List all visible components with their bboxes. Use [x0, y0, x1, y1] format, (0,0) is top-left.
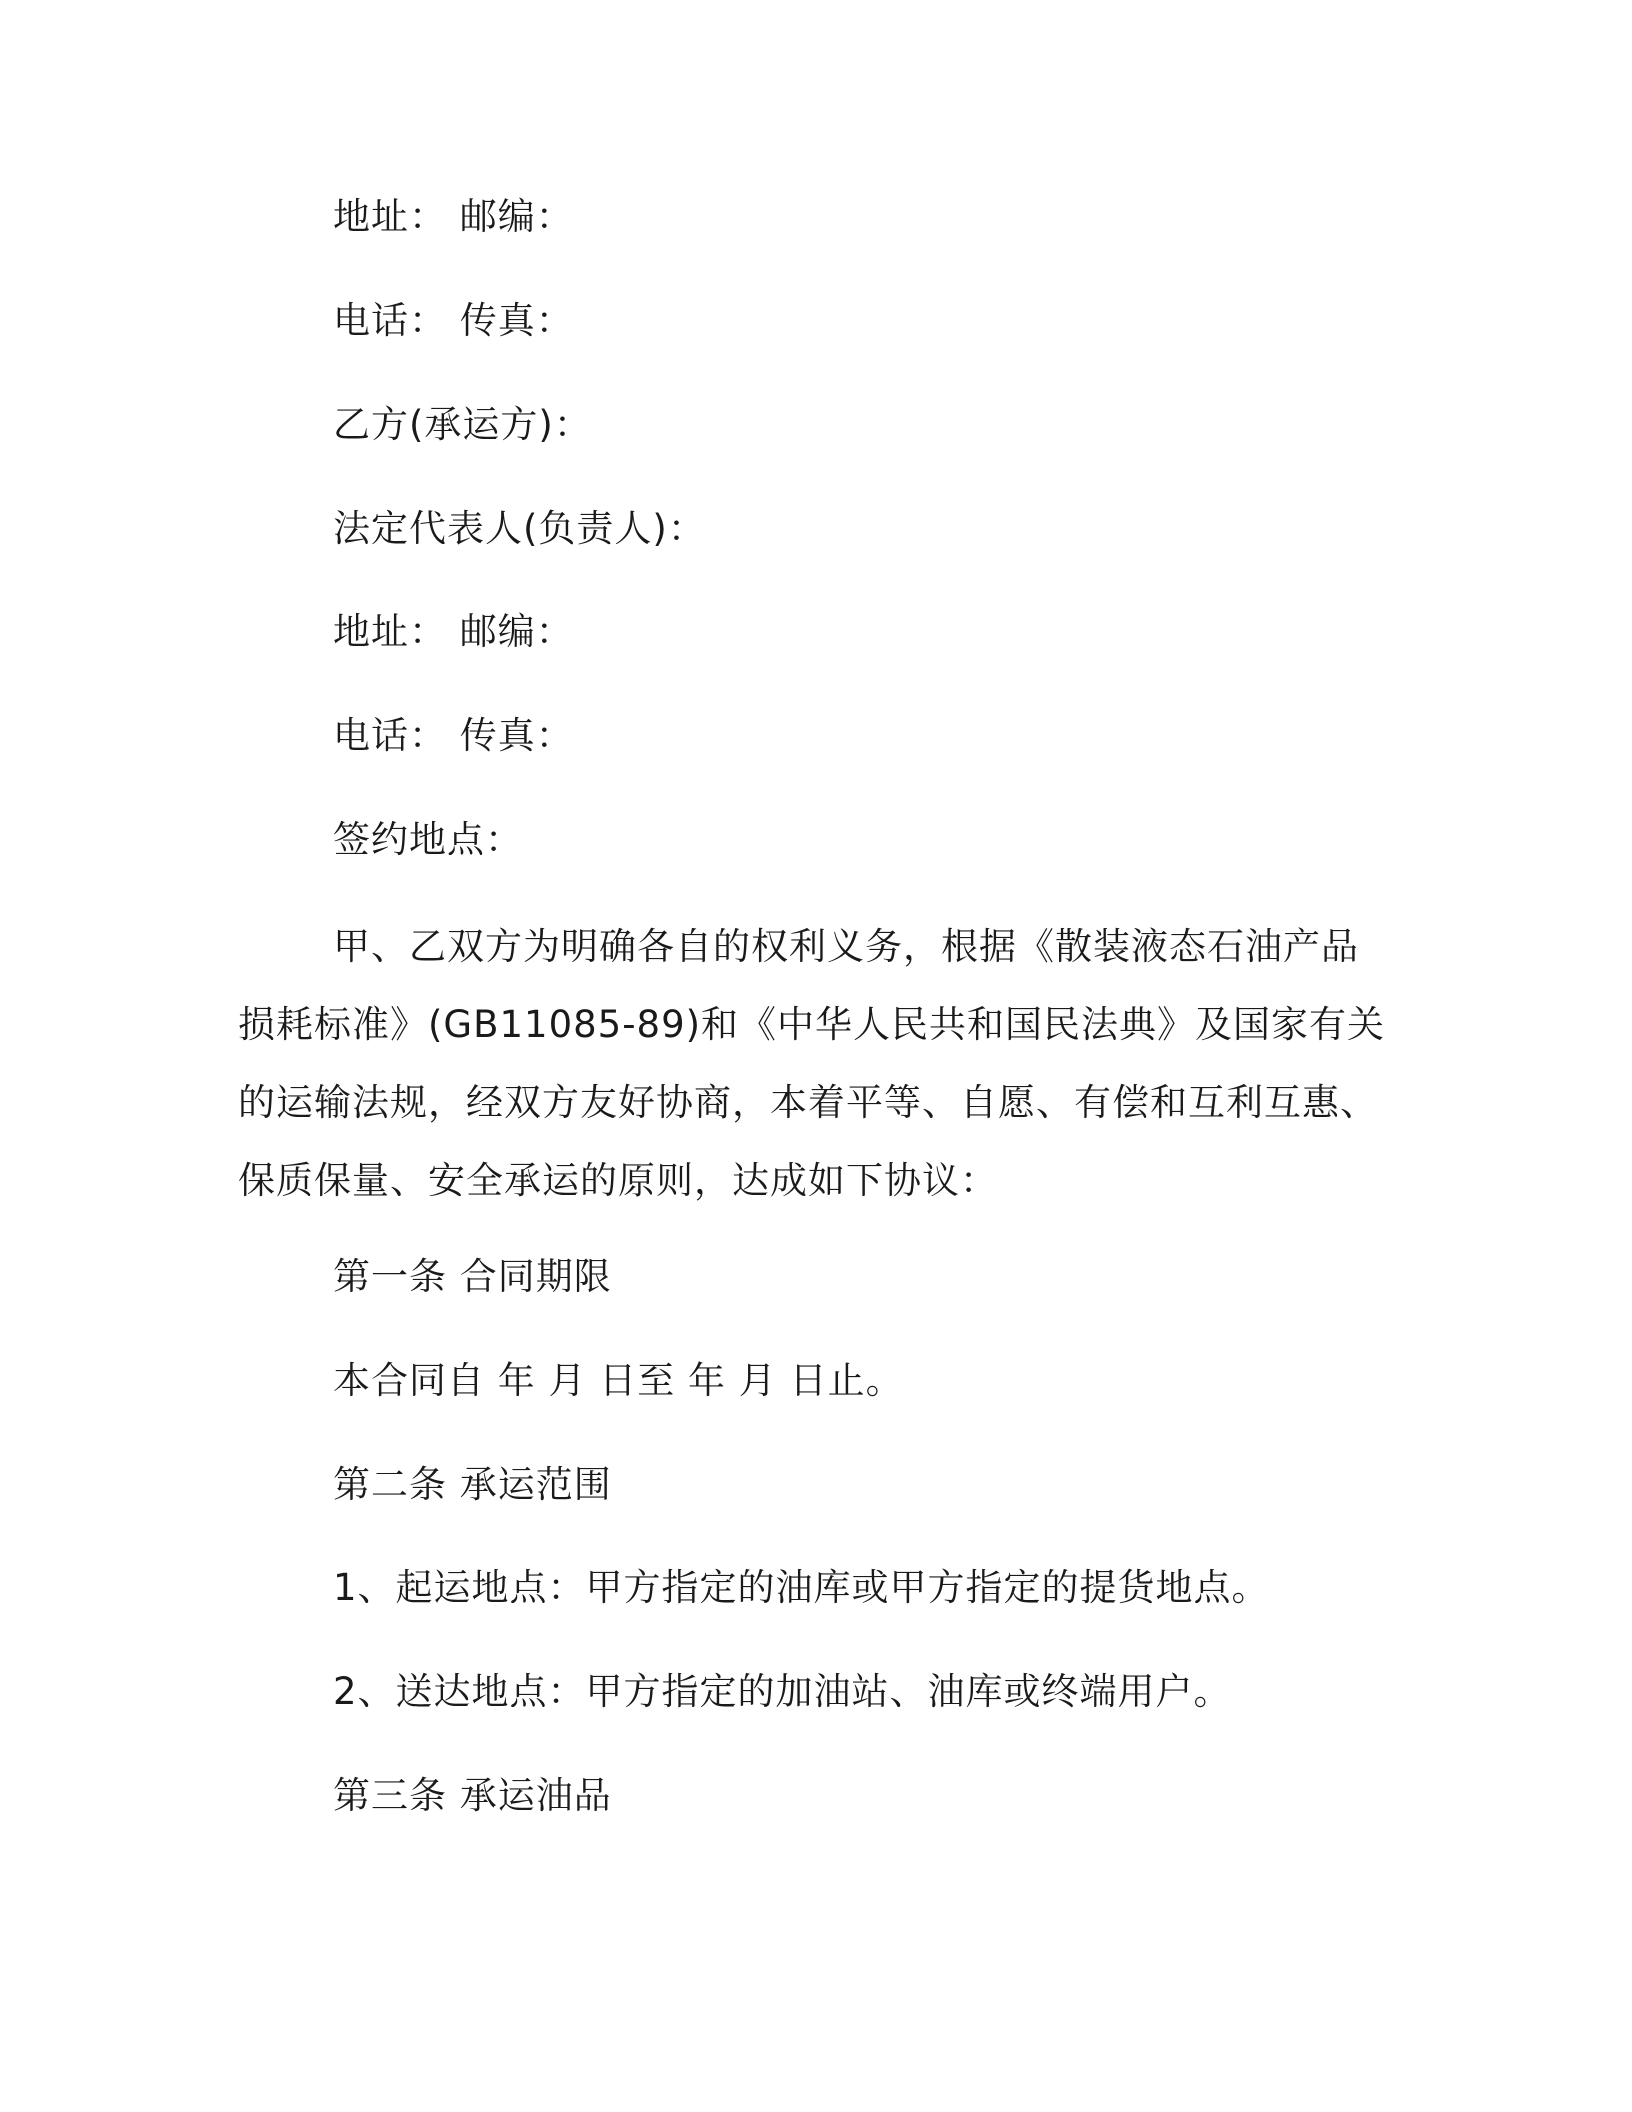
article-2-item-2: 2、送达地点：甲方指定的加油站、油库或终端用户。	[333, 1670, 1232, 1713]
article-1-title: 第一条 合同期限	[333, 1255, 612, 1298]
party-a-address-line: 地址： 邮编：	[333, 195, 574, 238]
legal-representative-line: 法定代表人(负责人)：	[333, 507, 706, 550]
party-b-heading: 乙方(承运方)：	[333, 403, 592, 446]
party-a-phone-line: 电话： 传真：	[333, 299, 574, 342]
article-2-item-1: 1、起运地点：甲方指定的油库或甲方指定的提货地点。	[333, 1566, 1270, 1609]
article-3-title: 第三条 承运油品	[333, 1774, 612, 1817]
party-b-address-line: 地址： 邮编：	[333, 610, 574, 653]
party-b-phone-line: 电话： 传真：	[333, 714, 574, 757]
intro-paragraph: 甲、乙双方为明确各自的权利义务，根据《散装液态石油产品损耗标准》(GB11085-89)和《中华人民共和国民法典》及国家有关的运输法规，经双方友好协商，本着平等、自愿、有偿和互利互惠、保质保量、安全承运的原则，达成如下协议：	[238, 925, 1386, 1202]
article-2-title: 第二条 承运范围	[333, 1463, 612, 1506]
article-1-body: 本合同自 年 月 日至 年 月 日止。	[333, 1359, 904, 1402]
signing-place-line: 签约地点：	[333, 818, 523, 861]
